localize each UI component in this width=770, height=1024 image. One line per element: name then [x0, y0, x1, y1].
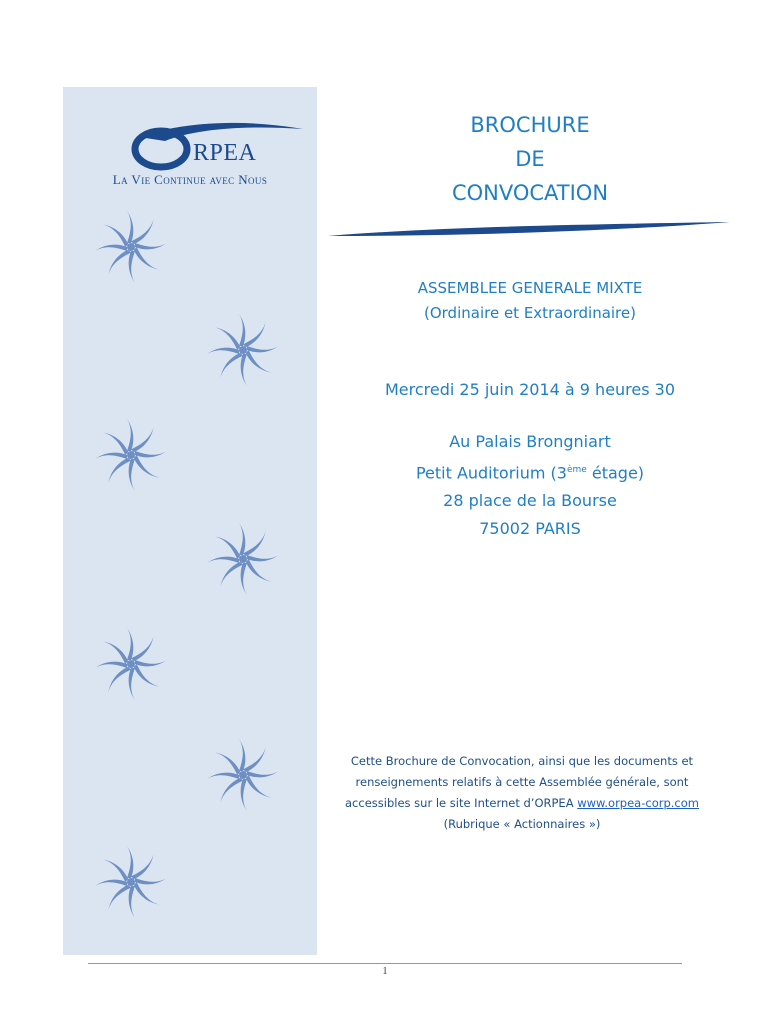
decorative-star-icon [203, 310, 283, 390]
orpea-logo [63, 87, 317, 197]
brand-slogan: La Vie Continue avec Nous [112, 172, 268, 187]
meeting-venue [330, 428, 730, 543]
decorative-sidebar [63, 87, 317, 955]
page-number: 1 [382, 966, 388, 977]
title-line-3: CONVOCATION [451, 181, 609, 205]
decorative-star-icon [91, 207, 171, 287]
decorative-star-icon [91, 415, 171, 495]
note-line-1: Cette Brochure de Convocation, ainsi que les documents et [350, 754, 694, 768]
document-title [330, 108, 730, 210]
venue-line-2: Petit Auditorium (3ème étage) [415, 463, 645, 483]
meeting-date: Mercredi 25 juin 2014 à 9 heures 30 [384, 380, 676, 399]
meeting-type-title: ASSEMBLEE GENERALE MIXTE [417, 279, 643, 297]
footer-divider [88, 963, 682, 964]
note-line-2: renseignements relatifs à cette Assemblée générale, sont [355, 775, 689, 789]
title-line-1: BROCHURE [470, 113, 590, 137]
venue-line-4: 75002 PARIS [479, 519, 581, 539]
decorative-star-icon [91, 842, 171, 922]
note-line-4: (Rubrique « Actionnaires ») [443, 817, 601, 831]
meeting-type [330, 276, 730, 326]
availability-note [322, 751, 722, 835]
orpea-wordmark: RPEA [193, 140, 257, 166]
website-link[interactable]: www.orpea-corp.com [577, 796, 699, 810]
decorative-star-icon [91, 624, 171, 704]
title-line-2: DE [515, 147, 545, 171]
venue-line-1: Au Palais Brongniart [449, 432, 611, 451]
note-line-3: accessibles sur le site Internet d’ORPEA www.orpea-corp.com [345, 796, 699, 810]
decorative-star-icon [203, 735, 283, 815]
decorative-swoosh [328, 220, 730, 244]
meeting-subtype: (Ordinaire et Extraordinaire) [424, 304, 636, 322]
decorative-star-icon [203, 519, 283, 599]
venue-line-3: 28 place de la Bourse [443, 491, 617, 511]
